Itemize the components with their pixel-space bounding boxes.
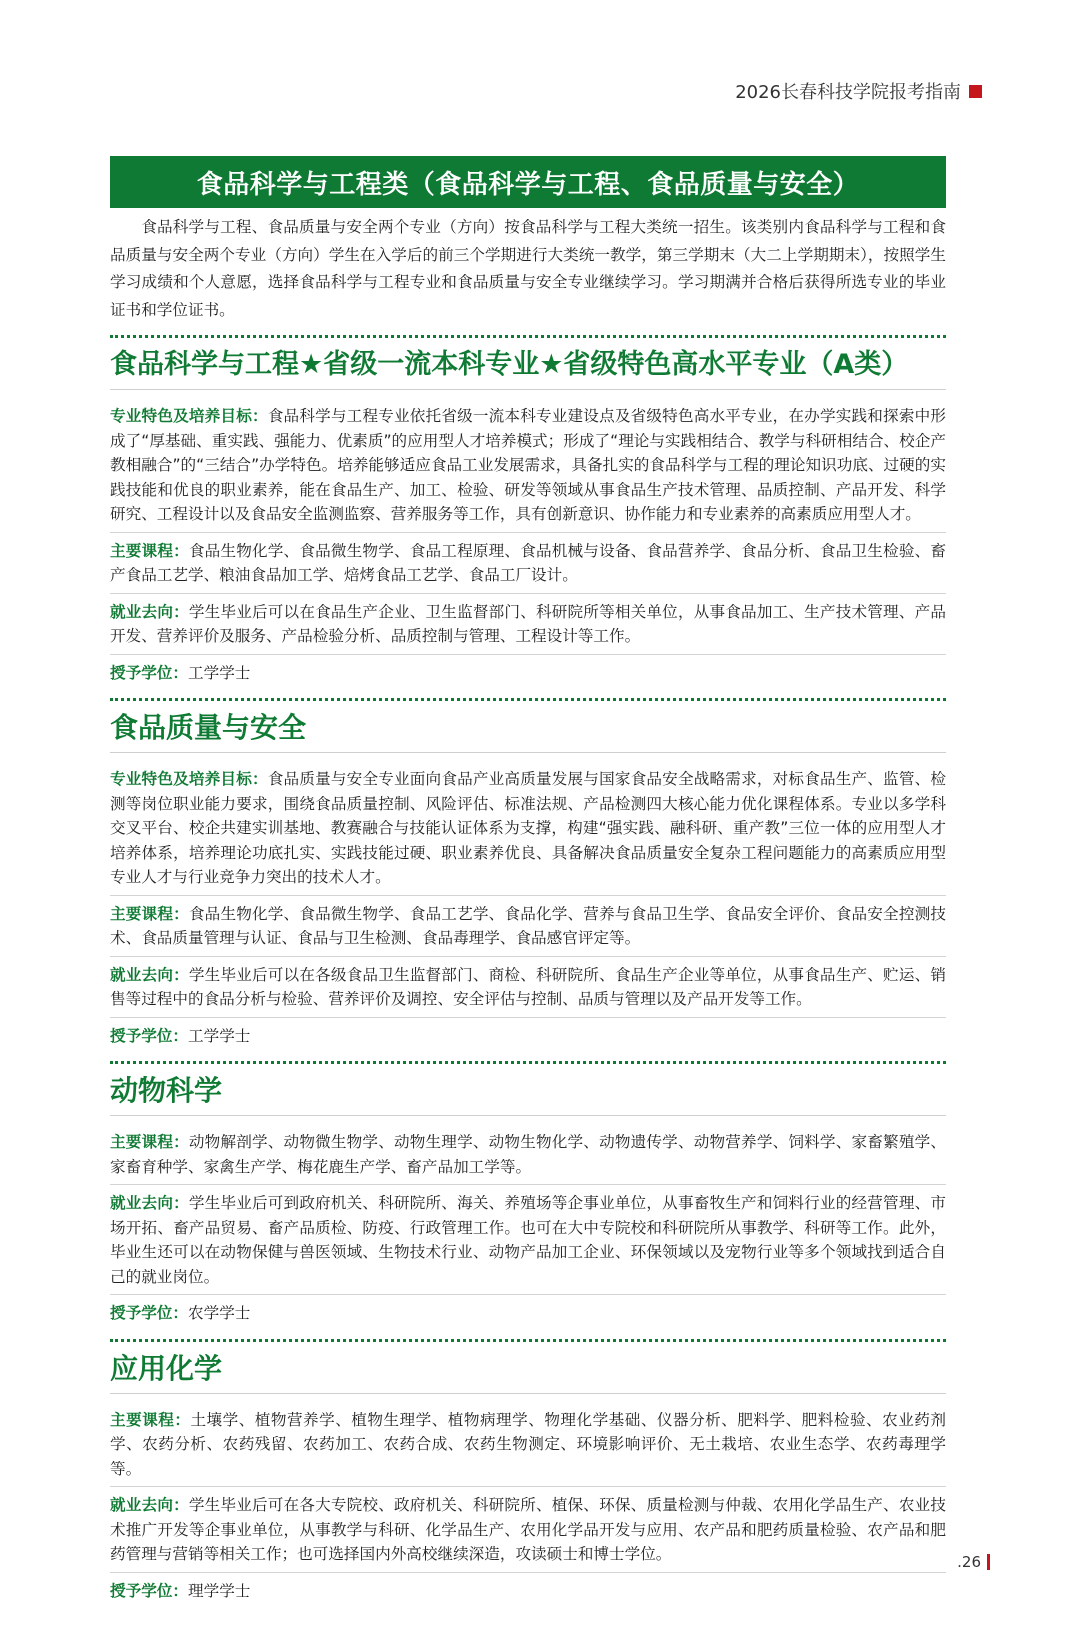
career-block: 就业去向：学生毕业后可到政府机关、科研院所、海关、养殖场等企事业单位，从事畜牧生产和饲料行业的经营管理、市场开拓、畜产品贸易、畜产品质检、防疫、行政管理工作。也可在大中专院校和科研院所从事教学、科研等工作。此外，毕业生还可以在动物保健与兽医领域、生物技术行业、动物产品加工企业、环保领域以及宠物行业等多个领域找到适合自己的就业岗位。 bbox=[110, 1185, 946, 1295]
major-title-animal-science: 动物科学 bbox=[110, 1064, 946, 1116]
courses-label: 主要课程 bbox=[110, 541, 174, 560]
features-block: 专业特色及培养目标：食品质量与安全专业面向食品产业高质量发展与国家食品安全战略需求，对标食品生产、监管、检测等岗位职业能力要求，围绕食品质量控制、风险评估、标准法规、产品检测四大核心能力优化课程体系。专业以多学科交叉平台、校企共建实训基地、教赛融合与技能认证体系为支撑，构建“强实践、融科研、重产教”三位一体的应用型人才培养体系，培养理论功底扎实、实践技能过硬、职业素养优良、具备解决食品质量安全复杂工程问题能力的高素质应用型专业人才与行业竞争力突出的技术人才。 bbox=[110, 761, 946, 896]
page-number bbox=[957, 1553, 990, 1571]
guide-title: 2026长春科技学院报考指南 bbox=[735, 82, 961, 103]
career-block: 就业去向：学生毕业后可以在各级食品卫生监督部门、商检、科研院所、食品生产企业等单位，从事食品生产、贮运、销售等过程中的食品分析与检验、营养评价及调控、安全评估与控制、品质与管理以及产品开发等工作。 bbox=[110, 957, 946, 1018]
major-title-applied-chemistry: 应用化学 bbox=[110, 1342, 946, 1394]
degree-label: 授予学位 bbox=[110, 1026, 173, 1045]
career-label: 就业去向 bbox=[110, 602, 174, 621]
career-label: 就业去向 bbox=[110, 1194, 174, 1212]
category-banner: 食品科学与工程类（食品科学与工程、食品质量与安全） bbox=[110, 156, 946, 208]
career-block: 就业去向：学生毕业后可在各大专院校、政府机关、科研院所、植保、环保、质量检测与仲裁、农用化学品生产、农业技术推广开发等企事业单位，从事教学与科研、化学品生产、农用化学品开发与应用、农产品和肥药质量检验、农产品和肥药管理与营销等相关工作；也可选择国内外高校继续深造，攻读硕士和博士学位。 bbox=[110, 1487, 946, 1573]
degree-text: 工学学士 bbox=[188, 663, 251, 682]
career-text: 学生毕业后可以在各级食品卫生监督部门、商检、科研院所、食品生产企业等单位，从事食品生产、贮运、销售等过程中的食品分析与检验、营养评价及调控、安全评估与控制、品质与管理以及产品开发等工作。 bbox=[110, 965, 946, 1008]
red-square-mark bbox=[969, 85, 982, 98]
degree-block: 授予学位：理学学士 bbox=[110, 1581, 251, 1600]
courses-label: 主要课程 bbox=[110, 1133, 174, 1151]
courses-block: 主要课程：动物解剖学、动物微生物学、动物生理学、动物生物化学、动物遗传学、动物营养学、饲料学、家畜繁殖学、家畜育种学、家禽生产学、梅花鹿生产学、畜产品加工学等。 bbox=[110, 1124, 946, 1185]
major-title-food-science: 食品科学与工程★省级一流本科专业★省级特色高水平专业（A类） bbox=[110, 338, 946, 390]
career-text: 学生毕业后可到政府机关、科研院所、海关、养殖场等企事业单位，从事畜牧生产和饲料行业的经营管理、市场开拓、畜产品贸易、畜产品质检、防疫、行政管理工作。也可在大中专院校和科研院所从事教学、科研等工作。此外，毕业生还可以在动物保健与兽医领域、生物技术行业、动物产品加工企业、环保领域以及宠物行业等多个领域找到适合自己的就业岗位。 bbox=[110, 1194, 946, 1286]
category-intro: 食品科学与工程、食品质量与安全两个专业（方向）按食品科学与工程大类统一招生。该类别内食品科学与工程和食品质量与安全两个专业（方向）学生在入学后的前三个学期进行大类统一教学，第三学期末（大二上学期期末），按照学生学习成绩和个人意愿，选择食品科学与工程专业和食品质量与安全专业继续学习。学习期满并合格后获得所选专业的毕业证书和学位证书。 bbox=[110, 218, 946, 319]
degree-text: 工学学士 bbox=[188, 1026, 251, 1045]
degree-text: 农学学士 bbox=[188, 1304, 251, 1322]
degree-label: 授予学位 bbox=[110, 1304, 173, 1322]
courses-text: 食品生物化学、食品微生物学、食品工程原理、食品机械与设备、食品营养学、食品分析、食品卫生检验、畜产食品工艺学、粮油食品加工学、焙烤食品工艺学、食品工厂设计。 bbox=[110, 541, 946, 584]
red-bar-mark bbox=[987, 1554, 990, 1570]
career-text: 学生毕业后可以在食品生产企业、卫生监督部门、科研院所等相关单位，从事食品加工、生产技术管理、产品开发、营养评价及服务、产品检验分析、品质控制与管理、工程设计等工作。 bbox=[110, 602, 946, 645]
career-label: 就业去向 bbox=[110, 965, 174, 984]
degree-block: 授予学位：工学学士 bbox=[110, 1026, 251, 1045]
degree-block: 授予学位：农学学士 bbox=[110, 1304, 251, 1322]
features-text: 食品科学与工程专业依托省级一流本科专业建设点及省级特色高水平专业，在办学实践和探索中形成了“厚基础、重实践、强能力、优素质”的应用型人才培养模式；形成了“理论与实践相结合、教学与科研相结合、校企产教相融合”的“三结合”办学特色。培养能够适应食品工业发展需求，具备扎实的食品科学与工程的理论知识功底、过硬的实践技能和优良的职业素养，能在食品生产、加工、检验、研发等领域从事食品生产技术管理、品质控制、产品开发、科学研究、工程设计以及食品安全监测监察、营养服务等工作，具有创新意识、协作能力和专业素养的高素质应用型人才。 bbox=[110, 407, 946, 523]
main-content bbox=[110, 156, 946, 1605]
page-header bbox=[735, 78, 982, 104]
features-label: 专业特色及培养目标 bbox=[110, 770, 252, 788]
courses-label: 主要课程 bbox=[110, 1410, 175, 1429]
major-title-food-quality: 食品质量与安全 bbox=[110, 701, 946, 753]
features-text: 食品质量与安全专业面向食品产业高质量发展与国家食品安全战略需求，对标食品生产、监管、检测等岗位职业能力要求，围绕食品质量控制、风险评估、标准法规、产品检测四大核心能力优化课程体系。专业以多学科交叉平台、校企共建实训基地、教赛融合与技能认证体系为支撑，构建“强实践、融科研、重产教”三位一体的应用型人才培养体系，培养理论功底扎实、实践技能过硬、职业素养优良、具备解决食品质量安全复杂工程问题能力的高素质应用型专业人才与行业竞争力突出的技术人才。 bbox=[110, 770, 946, 886]
career-text: 学生毕业后可在各大专院校、政府机关、科研院所、植保、环保、质量检测与仲裁、农用化学品生产、农业技术推广开发等企事业单位，从事教学与科研、化学品生产、农用化学品开发与应用、农产品和肥药质量检验、农产品和肥药管理与营销等相关工作；也可选择国内外高校继续深造，攻读硕士和博士学位。 bbox=[110, 1496, 946, 1563]
courses-text: 土壤学、植物营养学、植物生理学、植物病理学、物理化学基础、仪器分析、肥料学、肥料检验、农业药剂学、农药分析、农药残留、农药加工、农药合成、农药生物测定、环境影响评价、无土栽培、农业生态学、农药毒理学等。 bbox=[110, 1410, 946, 1478]
courses-block: 主要课程：土壤学、植物营养学、植物生理学、植物病理学、物理化学基础、仪器分析、肥料学、肥料检验、农业药剂学、农药分析、农药残留、农药加工、农药合成、农药生物测定、环境影响评价、无土栽培、农业生态学、农药毒理学等。 bbox=[110, 1402, 946, 1488]
career-label: 就业去向 bbox=[110, 1496, 174, 1514]
courses-label: 主要课程 bbox=[110, 904, 174, 923]
courses-text: 食品生物化学、食品微生物学、食品工艺学、食品化学、营养与食品卫生学、食品安全评价、食品安全控测技术、食品质量管理与认证、食品与卫生检测、食品毒理学、食品感官评定等。 bbox=[110, 904, 946, 947]
courses-block: 主要课程：食品生物化学、食品微生物学、食品工艺学、食品化学、营养与食品卫生学、食品安全评价、食品安全控测技术、食品质量管理与认证、食品与卫生检测、食品毒理学、食品感官评定等。 bbox=[110, 896, 946, 957]
courses-text: 动物解剖学、动物微生物学、动物生理学、动物生物化学、动物遗传学、动物营养学、饲料学、家畜繁殖学、家畜育种学、家禽生产学、梅花鹿生产学、畜产品加工学等。 bbox=[110, 1133, 946, 1176]
features-block: 专业特色及培养目标：食品科学与工程专业依托省级一流本科专业建设点及省级特色高水平专业，在办学实践和探索中形成了“厚基础、重实践、强能力、优素质”的应用型人才培养模式；形成了“理论与实践相结合、教学与科研相结合、校企产教相融合”的“三结合”办学特色。培养能够适应食品工业发展需求，具备扎实的食品科学与工程的理论知识功底、过硬的实践技能和优良的职业素养，能在食品生产、加工、检验、研发等领域从事食品生产技术管理、品质控制、产品开发、科学研究、工程设计以及食品安全监测监察、营养服务等工作，具有创新意识、协作能力和专业素养的高素质应用型人才。 bbox=[110, 398, 946, 533]
degree-block: 授予学位：工学学士 bbox=[110, 663, 251, 682]
degree-text: 理学学士 bbox=[188, 1581, 251, 1600]
degree-label: 授予学位 bbox=[110, 663, 173, 682]
degree-label: 授予学位 bbox=[110, 1581, 173, 1600]
page-number-text: .26 bbox=[957, 1553, 981, 1571]
features-label: 专业特色及培养目标 bbox=[110, 407, 252, 425]
career-block: 就业去向：学生毕业后可以在食品生产企业、卫生监督部门、科研院所等相关单位，从事食品加工、生产技术管理、产品开发、营养评价及服务、产品检验分析、品质控制与管理、工程设计等工作。 bbox=[110, 594, 946, 655]
courses-block: 主要课程：食品生物化学、食品微生物学、食品工程原理、食品机械与设备、食品营养学、食品分析、食品卫生检验、畜产食品工艺学、粮油食品加工学、焙烤食品工艺学、食品工厂设计。 bbox=[110, 533, 946, 594]
